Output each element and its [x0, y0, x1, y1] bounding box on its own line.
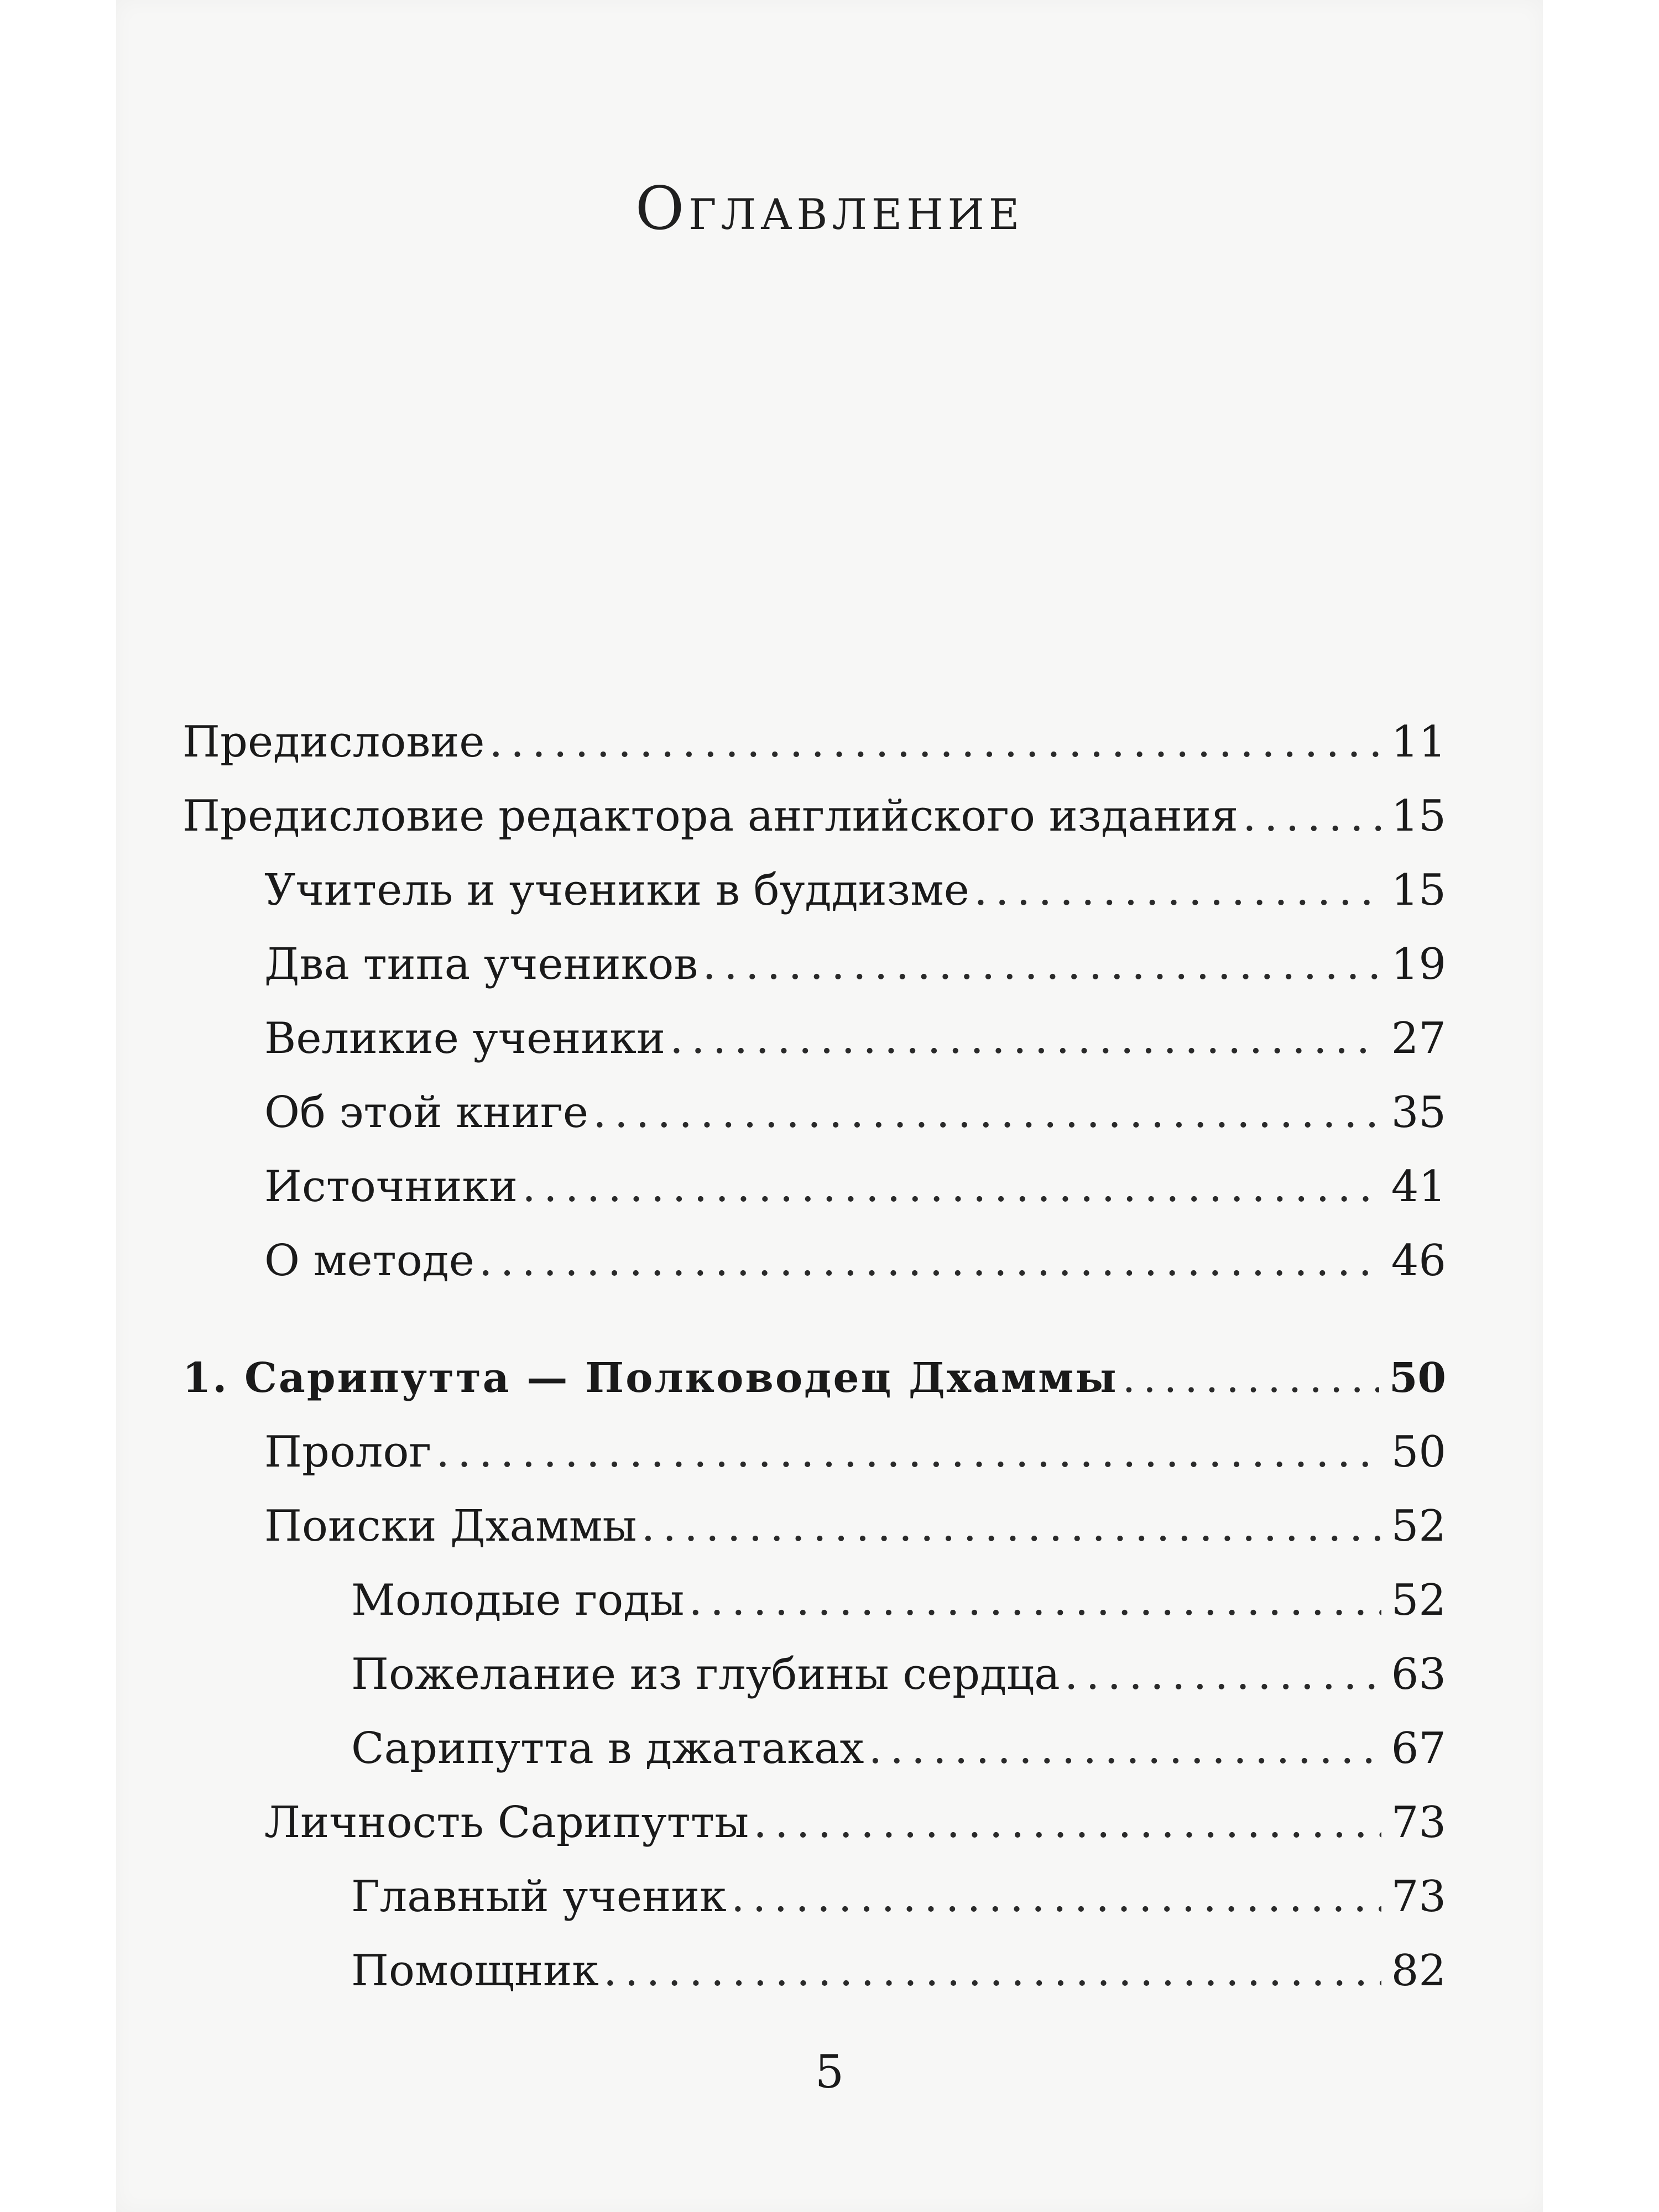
toc-entry — [182, 1415, 1446, 1489]
dot-leader — [868, 1712, 1381, 1786]
toc-chapter-entry — [182, 1341, 1446, 1415]
toc-entry — [182, 853, 1446, 927]
dot-leader — [489, 705, 1381, 779]
toc-entry-title: Предисловие — [182, 717, 485, 767]
dot-leader — [753, 1786, 1381, 1860]
toc-entry-title: 1. Сарипутта — Полководец Дхаммы — [182, 1354, 1118, 1402]
dot-leader — [603, 1934, 1381, 2008]
toc-entry-page: 63 — [1391, 1650, 1446, 1699]
toc-entry — [182, 1001, 1446, 1076]
toc-entry-title: Пожелание из глубины сердца — [351, 1650, 1060, 1699]
dot-leader — [1123, 1341, 1379, 1415]
dot-leader — [670, 1001, 1381, 1076]
dot-leader — [702, 927, 1381, 1001]
toc-entry-page: 82 — [1391, 1946, 1446, 1996]
dot-leader — [479, 1224, 1381, 1298]
toc-entry-title: Предисловие редактора английского издания — [182, 791, 1239, 841]
toc-entry-page: 11 — [1391, 717, 1446, 767]
toc-entry-title: Два типа учеников — [264, 940, 698, 989]
toc-entry-page: 52 — [1391, 1575, 1446, 1625]
dot-leader — [641, 1489, 1381, 1563]
dot-leader — [731, 1860, 1381, 1934]
toc-entry-title: Сарипутта в джатаках — [351, 1724, 864, 1773]
toc-entry-page: 15 — [1391, 865, 1446, 915]
toc-entry — [182, 1637, 1446, 1712]
toc-entry-title: О методе — [264, 1236, 474, 1286]
toc-entry-title: Пролог — [264, 1427, 432, 1477]
toc-entry — [182, 1934, 1446, 2008]
toc-entry-page: 73 — [1391, 1798, 1446, 1848]
page-title: Оглавление — [635, 174, 1024, 243]
toc-entry — [182, 705, 1446, 779]
toc-entry-page: 15 — [1391, 791, 1446, 841]
toc-entry — [182, 927, 1446, 1001]
toc-entry-page: 50 — [1389, 1354, 1446, 1402]
toc-entry — [182, 779, 1446, 853]
toc-entry-title: Великие ученики — [264, 1014, 666, 1063]
table-of-contents — [182, 705, 1446, 2008]
toc-entry — [182, 1563, 1446, 1637]
dot-leader — [436, 1415, 1381, 1489]
toc-entry — [182, 1224, 1446, 1298]
toc-entry-page: 19 — [1391, 940, 1446, 989]
toc-entry-title: Помощник — [351, 1946, 599, 1996]
toc-entry-title: Учитель и ученики в буддизме — [264, 865, 969, 915]
toc-entry-page: 67 — [1391, 1724, 1446, 1773]
toc-entry — [182, 1150, 1446, 1224]
toc-entry-title: Источники — [264, 1162, 518, 1212]
toc-entry-page: 27 — [1391, 1014, 1446, 1063]
toc-entry-page: 35 — [1391, 1088, 1446, 1138]
dot-leader — [1065, 1637, 1381, 1712]
page-number: 5 — [815, 2046, 844, 2099]
toc-entry — [182, 1860, 1446, 1934]
toc-entry-title: Личность Сарипутты — [264, 1798, 749, 1848]
dot-leader — [522, 1150, 1381, 1224]
toc-entry — [182, 1712, 1446, 1786]
toc-entry-title: Об этой книге — [264, 1088, 589, 1138]
dot-leader — [593, 1076, 1381, 1150]
toc-entry — [182, 1076, 1446, 1150]
toc-entry-page: 52 — [1391, 1501, 1446, 1551]
toc-entry-page: 73 — [1391, 1872, 1446, 1922]
toc-entry — [182, 1786, 1446, 1860]
toc-entry-page: 46 — [1391, 1236, 1446, 1286]
toc-entry — [182, 1489, 1446, 1563]
dot-leader — [974, 853, 1381, 927]
toc-entry-page: 50 — [1391, 1427, 1446, 1477]
toc-entry-title: Поиски Дхаммы — [264, 1501, 637, 1551]
toc-entry-title: Главный ученик — [351, 1872, 727, 1922]
dot-leader — [688, 1563, 1381, 1637]
dot-leader — [1243, 779, 1381, 853]
toc-entry-title: Молодые годы — [351, 1575, 685, 1625]
toc-entry-page: 41 — [1391, 1162, 1446, 1212]
